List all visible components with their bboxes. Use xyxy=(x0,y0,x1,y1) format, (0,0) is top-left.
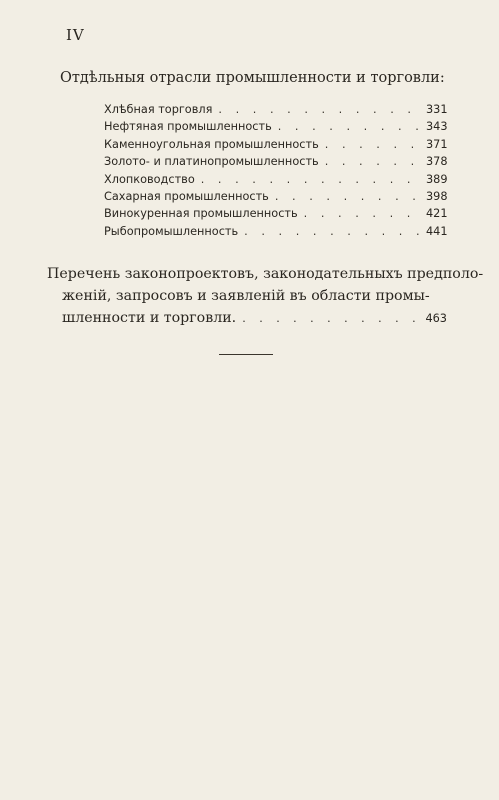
toc-page: 343 xyxy=(426,120,448,134)
toc-title: Золото- и платинопромышленность xyxy=(104,155,319,169)
toc-page: 398 xyxy=(426,189,448,203)
toc-title: Каменноугольная промышленность xyxy=(104,137,319,151)
toc-row xyxy=(104,138,446,155)
toc-row xyxy=(104,155,446,172)
toc-page: 331 xyxy=(426,103,448,116)
toc-title: Винокуренная промышленность xyxy=(104,207,298,221)
dot-leader xyxy=(325,138,420,151)
final-toc-entry xyxy=(47,263,484,330)
toc-row xyxy=(104,225,446,242)
entry-line: Перечень законопроектовъ, законодательныхъ предполо- xyxy=(47,266,484,282)
toc-title: Нефтяная промышленность xyxy=(104,120,272,134)
toc-row xyxy=(104,207,446,224)
dot-leader xyxy=(201,173,420,186)
dot-leader xyxy=(242,308,421,330)
toc-page: 371 xyxy=(426,137,448,151)
toc-list xyxy=(104,103,446,242)
toc-page: 441 xyxy=(426,224,448,238)
toc-row xyxy=(104,190,446,207)
toc-title: Рыбопромышленность xyxy=(104,224,239,238)
dot-leader xyxy=(325,155,420,168)
toc-row xyxy=(104,120,446,137)
dot-leader xyxy=(278,120,420,133)
toc-title: Хлопководство xyxy=(104,172,195,186)
toc-row xyxy=(104,103,446,120)
toc-page: 463 xyxy=(425,312,447,325)
toc-page: 421 xyxy=(426,207,448,221)
dot-leader xyxy=(275,190,420,203)
entry-line: женій, запросовъ и заявленій въ области промы- xyxy=(62,288,430,304)
toc-title: Сахарная промышленность xyxy=(104,189,269,203)
dot-leader xyxy=(218,103,420,116)
toc-title: Хлѣбная торговля xyxy=(104,103,213,116)
dot-leader xyxy=(244,225,420,238)
toc-page: 389 xyxy=(426,172,448,186)
toc-page: 378 xyxy=(426,155,448,169)
toc-row xyxy=(104,173,446,190)
section-divider xyxy=(219,354,273,355)
entry-line-last xyxy=(47,307,447,330)
dot-leader xyxy=(304,207,420,220)
page-number: IV xyxy=(66,26,85,44)
entry-line-text: шленности и торговли. xyxy=(62,310,237,326)
section-heading: Отдѣльныя отрасли промышленности и торговли: xyxy=(60,70,445,86)
